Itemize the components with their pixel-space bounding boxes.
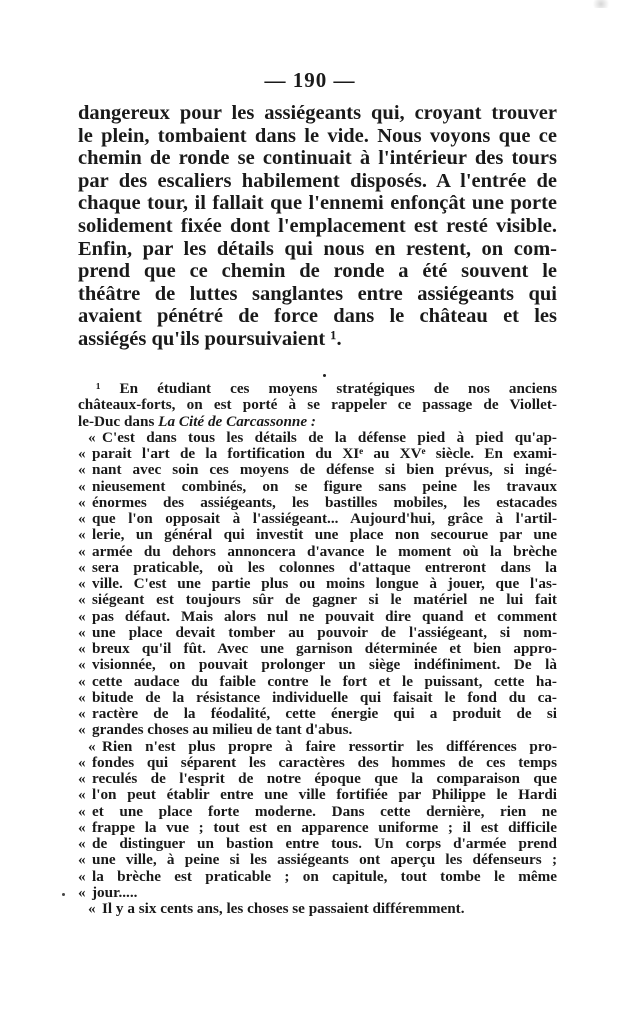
text-line: solidement fixée dont l'emplacement est resté visible. [78, 214, 557, 237]
quote-text: parait l'art de la fortification du XIᵉ au XVᵉ siècle. En exami- [92, 445, 557, 462]
guillemet-mark: « [78, 461, 86, 479]
quote-line [78, 869, 557, 885]
quote-line [78, 576, 557, 592]
guillemet-mark: « [78, 477, 86, 495]
quote-line [78, 592, 557, 608]
quote-line [78, 820, 557, 836]
quote-line [78, 722, 557, 738]
quote-text: ractère de la féodalité, cette énergie qui a produit de si [92, 705, 557, 722]
text-line: dangereux pour les assiégeants qui, croyant trouver [78, 102, 557, 124]
quote-text: bitude de la résistance individuelle qui faisait le fond du ca- [92, 688, 557, 706]
guillemet-mark: « [78, 493, 86, 511]
guillemet-mark: « [78, 510, 86, 527]
page-number: — 190 — [264, 68, 356, 92]
text-line: chaque tour, il fallait que l'ennemi enfonçât une porte [78, 192, 557, 215]
guillemet-mark: « [88, 900, 96, 917]
quote-line [78, 852, 557, 868]
guillemet-mark: « [78, 705, 86, 722]
quote-text: jour..... [92, 883, 138, 901]
guillemet-mark: « [78, 558, 86, 576]
guillemet-mark: « [78, 721, 86, 739]
guillemet-mark: « [78, 818, 86, 836]
guillemet-mark: « [78, 672, 86, 690]
guillemet-mark: « [78, 770, 86, 787]
footnote-line [78, 414, 557, 430]
quote-text: sera praticable, où les colonnes d'attaque entreront dans la [92, 558, 557, 576]
quote-line [78, 609, 557, 625]
quote-text: une place devait tomber au pouvoir de l'assiégeant, si nom- [92, 623, 557, 641]
quote-text: l'on peut établir entre une ville fortifiée par Philippe le Hardi [92, 786, 557, 804]
quote-line [78, 446, 557, 462]
text-line: Enfin, par les détails qui nous en restent, on com- [78, 237, 557, 260]
quote-line [78, 625, 557, 641]
text-line: avaient pénétré de force dans le château et les [78, 305, 557, 328]
quote-text: pas défaut. Mais alors nul ne pouvait dire quand et comment [92, 607, 557, 625]
footnote-text: le-Duc dans [78, 412, 159, 430]
quote-text: armée du dehors annoncera d'avance le moment où la brèche [92, 542, 557, 560]
guillemet-mark: « [78, 786, 86, 804]
footnote-line: ¹ En étudiant ces moyens stratégiques de nos anciens [96, 380, 557, 397]
quote-text: fondes qui séparent les caractères des hommes de ces temps [92, 753, 557, 771]
guillemet-mark: « [78, 623, 86, 641]
quote-line [78, 755, 557, 771]
quote-text: que l'on opposait à l'assiégeant... Aujourd'hui, grâce à l'artil- [92, 510, 557, 527]
quote-text: nant avec soin ces moyens de défense si bien prévus, si ingé- [92, 461, 557, 479]
quote-text: C'est dans tous les détails de la défense pied à pied qu'ap- [102, 428, 557, 446]
footnote-line: châteaux-forts, on est porté à se rappeler ce passage de Viollet- [78, 396, 557, 414]
quote-line [78, 495, 557, 511]
quote-line [78, 885, 557, 901]
quote-text: visionnée, on pouvait prolonger un siège indéfiniment. De là [92, 656, 557, 674]
quote-line [78, 690, 557, 706]
quote-line [78, 641, 557, 657]
main-paragraph [78, 102, 557, 351]
text-line: chemin de ronde se continuait à l'intérieur des tours [78, 147, 557, 170]
quote-text: une ville, à peine si les assiégeants ont aperçu les défenseurs ; [92, 851, 557, 869]
quote-text: frappe la vue ; tout est en apparence uniforme ; il est difficile [92, 818, 557, 836]
cited-work-title: La Cité de Carcassonne : [158, 412, 316, 430]
guillemet-mark: « [78, 835, 86, 852]
quote-text: de distinguer un bastion entre tous. Un corps d'armée prend [92, 835, 557, 852]
guillemet-mark: « [78, 542, 86, 560]
guillemet-mark: « [78, 883, 86, 901]
scan-artifact [590, 0, 612, 8]
quote-line [78, 544, 557, 560]
quotation [78, 430, 557, 918]
quote-line [78, 901, 557, 917]
separator-dot [323, 374, 326, 377]
quote-line [78, 706, 557, 722]
guillemet-mark: « [88, 737, 96, 755]
guillemet-mark: « [78, 640, 86, 657]
quote-line [78, 462, 557, 478]
quote-text: énormes des assiégeants, les bastilles mobiles, les estacades [92, 493, 557, 511]
quote-text: et une place forte moderne. Dans cette dernière, rien ne [92, 802, 557, 820]
text-line: le plein, tombaient dans le vide. Nous voyons que ce [78, 124, 557, 147]
guillemet-mark: « [78, 688, 86, 706]
quote-line [78, 430, 557, 446]
quote-line [78, 479, 557, 495]
quote-line [78, 771, 557, 787]
margin-mark [62, 893, 65, 896]
quote-line [78, 804, 557, 820]
quote-text: ville. C'est une partie plus ou moins longue à jouer, que l'as- [92, 575, 557, 592]
guillemet-mark: « [78, 851, 86, 869]
guillemet-mark: « [78, 607, 86, 625]
quote-text: breux qu'il fût. Avec une garnison déterminée et bien appro- [92, 640, 557, 657]
quote-text: lerie, un général qui investit une place non secourue par une [92, 526, 557, 544]
guillemet-mark: « [78, 656, 86, 674]
quote-line [78, 674, 557, 690]
text-line: par des escaliers habilement disposés. A l'entrée de [78, 169, 557, 192]
guillemet-mark: « [78, 445, 86, 462]
guillemet-mark: « [88, 428, 96, 446]
quote-text: siégeant est toujours sûr de gagner si le matériel ne lui fait [92, 591, 557, 609]
quote-line [78, 787, 557, 803]
guillemet-mark: « [78, 526, 86, 544]
quote-line [78, 527, 557, 543]
guillemet-mark: « [78, 867, 86, 885]
quote-line [78, 511, 557, 527]
text-line: assiégés qu'ils poursuivaient ¹. [78, 327, 342, 350]
text-line: théâtre de luttes sanglantes entre assiégeants qui [78, 282, 557, 305]
quote-line [78, 836, 557, 852]
quote-text: cette audace du faible contre le fort et le puissant, cette ha- [92, 672, 557, 690]
quote-text: la brèche est praticable ; on capitule, tout tombe le même [92, 867, 557, 885]
guillemet-mark: « [78, 575, 86, 592]
quote-text: grandes choses au milieu de tant d'abus. [92, 721, 353, 739]
quote-text: nieusement combinés, on se figure sans peine les travaux [92, 477, 557, 495]
quote-text: Rien n'est plus propre à faire ressortir les différences pro- [102, 737, 557, 755]
quote-line [78, 739, 557, 755]
quote-line [78, 657, 557, 673]
quote-text: Il y a six cents ans, les choses se passaient différemment. [102, 900, 465, 917]
guillemet-mark: « [78, 802, 86, 820]
text-line: prend que ce chemin de ronde a été souvent le [78, 260, 557, 283]
footnote [78, 381, 557, 917]
guillemet-mark: « [78, 591, 86, 609]
quote-line [78, 560, 557, 576]
quote-text: reculés de l'esprit de notre époque que la comparaison que [92, 770, 557, 787]
guillemet-mark: « [78, 753, 86, 771]
